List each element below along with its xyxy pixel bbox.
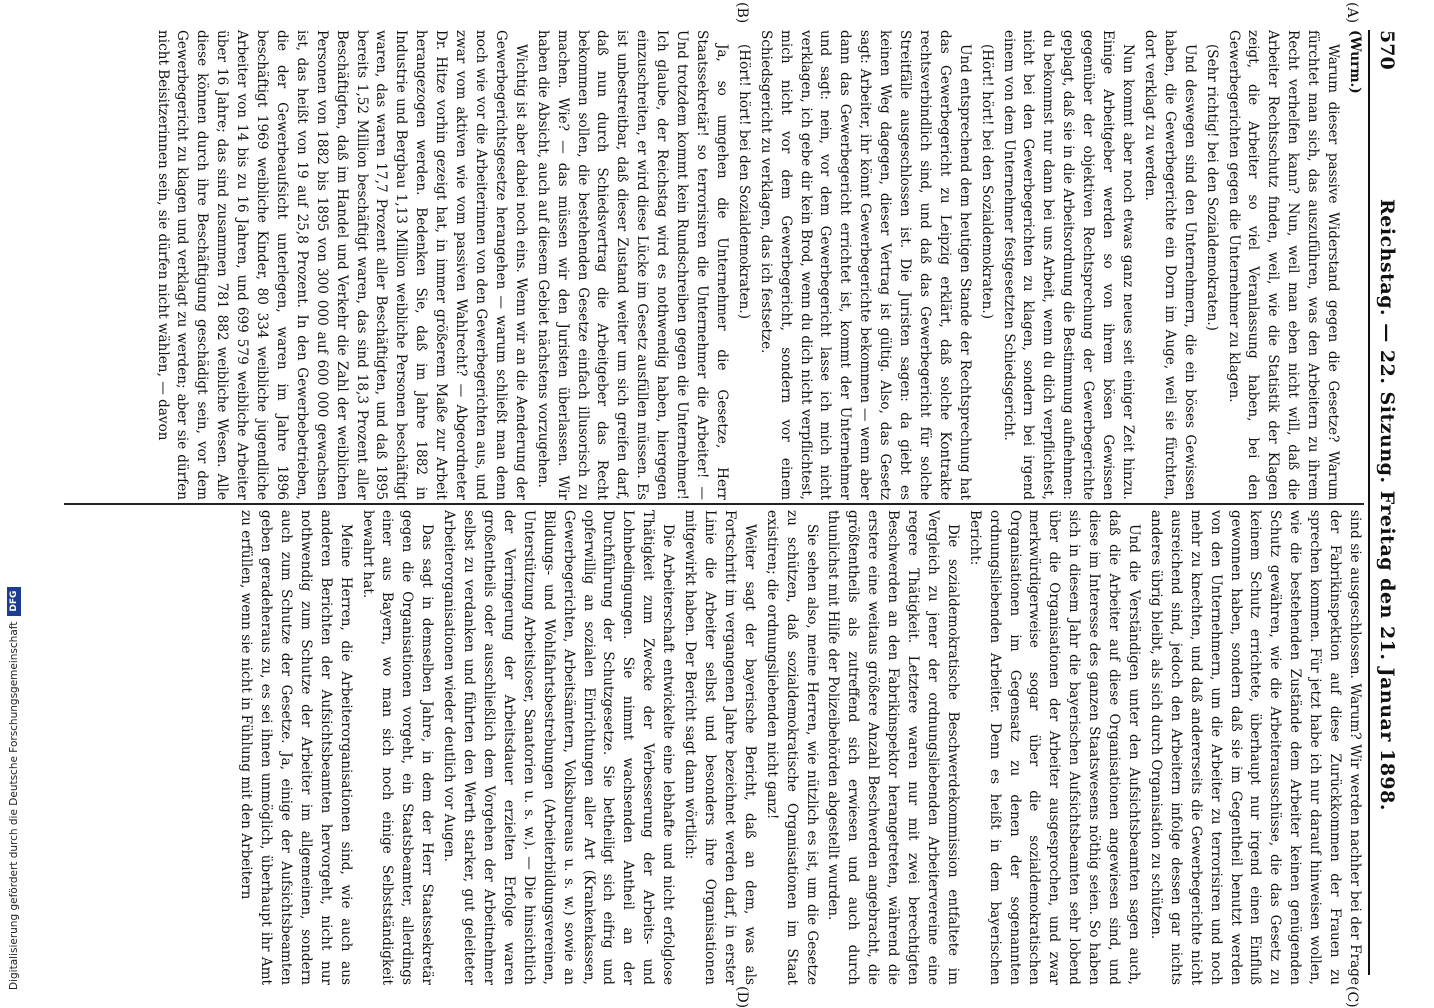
running-header — [1372, 30, 1400, 980]
paragraph: Und die Verständigen unter den Aufsichtsbeamten sagen auch, daß die Arbeiter auf diese Organisationen angewiesen sind, und diese im Interesse des ganzen Staatswesens nöthig seien. So haben sich in diesem Jahr die bayerischen Aufsichtsbeamten sehr lobend über die Organisationen der Arbeiter ausgesprochen, und zwar merkwürdigerweise sogar über die sozialdemokratischen Organisationen im Gegensatz zu denen der sogenannten ordnungsliebenden Arbeiter. Denn es heißt in dem bayerischen Bericht: — [966, 510, 1143, 985]
paragraph: sind sie ausgeschlossen. Warum? Wir werden nachher bei der Frage der Fabrikinspektion auf diese Zurückkommen der Frauen zu sprechen kommen. Für jetzt habe ich nur darauf hinweisen wollen, wie die bestehenden Zustände dem Arbeiter keinen genügenden Schutz gewähren, wie die Arbeiterausschüsse, die das Gesetz zu keinem Schutz errichtete, überhaupt nur irgend einen Einfluß gewonnen haben, sondern daß sie im Gegentheil benutzt werden von den Unternehmern, um die Arbeiter zu terrorisiren und noch mehr zu knechten, und daß andererseits die Gewerbegerichte nicht ausreichend sind, jedoch den Arbeitern infolge dessen gar nichts anderes übrig bleibt, als sich durch Organisation zu schützen. — [1147, 510, 1363, 985]
paragraph: (Sehr richtig! bei den Sozialdemokraten.) — [1203, 44, 1220, 331]
left-text-column — [44, 30, 1364, 500]
credit-text: Digitalisierung gefördert durch die Deutsche Forschungsgemeinschaft — [8, 621, 20, 990]
dfg-logo: DFG — [7, 587, 21, 616]
paragraph: (Hört! hört! bei den Sozialdemokraten.) — [978, 44, 995, 320]
margin-marker-b: (B) — [734, 2, 750, 24]
paragraph: Und entsprechend dem heutigen Stande der Rechtsprechung hat das Gewerbegericht zu Leipzig erklärt, daß solche Kontrakte rechtsverbindlich sind, und daß das Gewerbegericht für solche Streitfälle ausgeschlossen ist. Die Juristen sagen: da giebt es keinen Weg dagegen, dieser Vertrag ist gültig. Also, das Gesetz sagt: Arbeiter, ihr könnt Gewerbegerichte bekommen — wenn aber dann das Gewerbegericht errichtet ist, kommt der Unternehmer und sagt: nein, vor dem Gewerbegericht lasse ich mich nicht verklagen, ich gebe dir kein Brod, wenn du dich nicht verpflichtest, mich nicht vor dem Gewerbegericht, sondern vor einem Schiedsgericht zu verklagen, das ich festsetze. — [757, 30, 973, 500]
paragraph: Die Arbeiterschaft entwickelte eine lebhafte und nicht erfolglose Thätigkeit zum Zwecke der Verbesserung der Arbeits- und Lohnbedingungen. Sie nimmt wachsenden Antheil an der Durchführung der Schutzgesetze. Sie betheiligt sich eifrig und opferwillig an sozialen Einrichtungen aller Art (Krankenkassen, Gewerbegerichten, Arbeitsämtern, Volksbureaus u. s. w.) sowie an Bildungs- und Wohlfahrtsbestrebungen (Arbeiterbildungsvereinen, Unterstützung Arbeitsloser, Sanatorien u. s. w.). — Die hinsichtlich der Verringerung der Arbeitsdauer erzielten Erfolge waren großentheils oder ausschließlich dem Vorgehen der Arbeitnehmer selbst zu verdanken und führten den Werth starker, gut geleiteter Arbeiterorganisationen wieder deutlich vor Augen. — [441, 510, 677, 985]
paragraph: Das sagt in demselben Jahre, in dem der Herr Staatssekretär gegen die Organisationen vorgeht, ein Staatsbeamter, allerdings einer aus Bayern, wo man sich noch einige Selbstständigkeit bewahrt hat. — [359, 510, 436, 985]
paragraph: Warum dieser passive Widerstand gegen die Gesetze? Warum fürchtet man sich, das auszuführen, was den Arbeitern zu ihrem Recht verhelfen kann? Nun, weil man eben nicht will, daß die Arbeiter Rechtsschutz finden, weil, wie die Statistik der Klagen zeigt, die Arbeiter so viel Veranlassung haben, bei den Gewerbegerichten gegen die Unternehmer zu klagen. — [1225, 30, 1342, 500]
paragraph: (Hört! hört! bei den Sozialdemokraten.) — [735, 44, 752, 320]
margin-marker-c: (C) — [1344, 986, 1360, 1008]
header-title: Reichstag. — 22. Sitzung. Freitag den 21. Januar 1898. — [1376, 198, 1398, 811]
paragraph: Nun kommt aber noch etwas ganz neues seit einiger Zeit hinzu. Einige Arbeitgeber werden so von ihrem bösen Gewissen gegenüber der objektiven Rechtsprechung der Gewerbegerichte geplagt, daß sie in die Arbeitsordnung die Bestimmung aufnehmen: du bekommst nur dann bei uns Arbeit, wenn du dich verpflichtest, nicht bei den Gewerbegerichten zu klagen, sondern bei irgend einem von dem Unternehmer festgesetzten Schiedsgericht. — [1000, 30, 1137, 500]
margin-marker-a: (A) — [1344, 2, 1360, 24]
paragraph: Wichtig ist aber dabei noch eins. Wenn wir an die Aenderung der Gewerbegerichtsgesetze herangehen — warum schließt man denn noch wie vor die Arbeiterinnen von den Gewerbegerichten aus, und zwar vom aktiven wie vom passiven Wahlrecht? — Abgeordneter Dr. Hitze vorhin gezeigt hat, in immer größerem Maße zur Arbeit herangezogen werden. Bedenken Sie, daß im Jahre 1882 in Industrie und Bergbau 1,13 Million weibliche Personen beschäftigt waren, das waren 17,7 Prozent aller Beschäftigten, und daß 1895 bereits 1,52 Million beschäftigt waren, das sind 18,3 Prozent aller Beschäftigten, daß im Handel und Verkehr die Zahl der weiblichen Personen von 1882 bis 1895 von 300 000 auf 600 000 gewachsen ist, das heißt von 19 auf 25,8 Prozent. In den Gewerbebetrieben, die der Gewerbeaufsicht unterlegen, waren im Jahre 1896 beschäftigt 1969 weibliche Kinder, 80 334 weibliche jugendliche Arbeiter von 14 bis zu 16 Jahren, und 699 579 weibliche Arbeiter über 16 Jahre; das sind zusammen 781 882 weibliche Wesen. Alle diese können durch ihre Beschäftigung geschädigt sein, vor dem Gewerbegericht zu klagen und verklagt zu werden; aber sie dürfen nicht Beisitzerinnen sein, sie dürfen nicht wählen, — davon — [154, 30, 529, 500]
margin-marker-d: (D) — [734, 986, 750, 1008]
paragraph: Weiter sagt der bayerische Bericht, daß an dem, was als Fortschritt im vergangenen Jahre bezeichnet werden darf, in erster Linie die Arbeiter selbst und besonders ihre Organisationen mitgewirkt haben. Der Bericht sagt dann wörtlich: — [682, 510, 758, 985]
paragraph: Ja, so umgehen die Unternehmer die Gesetze, Herr Staatssekretär! so terrorisiren die Unternehmer die Arbeiter! — Und trotzdem kommt kein Rundschreiben gegen die Unternehmer! Ich glaube, der Reichstag wird es nothwendig haben, hiergegen einzuschreiten, er wird diese Lücke im Gesetz ausfüllen müssen. Es ist unbestreitbar, daß dieser Zustand weiter um sich greifen darf, daß nun durch Schiedsvertrag die Arbeitgeber das Recht bekommen sollen, die bestehenden Gesetze einfach illusorisch zu machen. Wie? — das müssen wir den Juristen überlassen. Wir haben die Absicht, auch auf diesem Gebiet nächstens vorzugehen. — [534, 30, 730, 500]
right-text-column — [44, 510, 1364, 985]
digitization-credit — [4, 10, 24, 990]
page-number: 570 — [1376, 30, 1398, 70]
speaker-label: (Wurm.) — [1347, 30, 1363, 94]
paragraph: Meine Herren, die Arbeiterorganisationen sind, wie auch aus anderen Berichten der Aufsichtsbeamten hervorgeht, nicht nur nothwendig zum Schutze der Arbeiter im allgemeinen, sondern auch zum Schutze der Gesetze. Ja, einige der Aufsichtsbeamten geben geradeheraus zu, es sei ihnen unmöglich, überhaupt ihr Amt zu erfüllen, wenn sie nicht in Fühlung mit den Arbeitern — [238, 510, 354, 985]
paragraph: Und deswegen sind den Unternehmern, die ein böses Gewissen haben, die Gewerbegerichte ein Dorn im Auge, weil sie fürchten, dort verklagt zu werden. — [1141, 30, 1198, 500]
paragraph: Die sozialdemokratische Beschwerdekommission entfaltete im Vergleich zu jener der ordnungsliebenden Arbeitervereine eine regere Thätigkeit. Letztere waren nur mit zwei berechtigten Beschwerden an den Fabrikinspektor herangetreten, während die erstere eine weitaus größere Anzahl Beschwerden angebracht, die größtentheils als zutreffend sich erwiesen und auch durch thunlichst mit Hilfe der Polizeibehörden abgestellt wurden. — [825, 510, 961, 985]
column-divider — [64, 503, 1364, 505]
paragraph: Sie sehen also, meine Herren, wie nützlich es ist, um die Gesetze zu schützen, daß sozialdemokratische Organisationen im Staat existiren; die ordnungsliebenden nicht ganz! — [763, 510, 820, 985]
header-rule — [1368, 30, 1370, 975]
